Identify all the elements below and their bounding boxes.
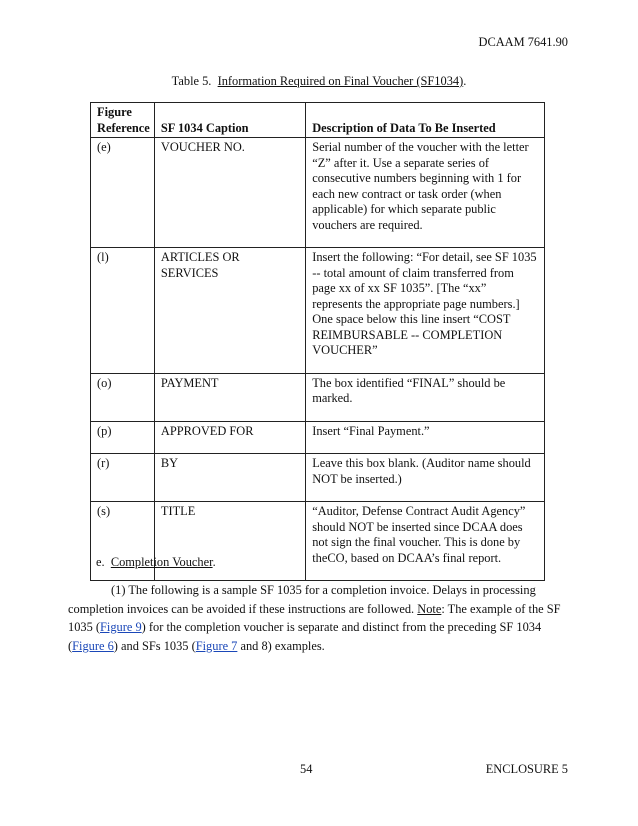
para-text-1: (1) The following is a sample SF 1035 for a completion invoice. Delays in processing completion invoices can be avoided if these instructions are followed. bbox=[68, 583, 536, 616]
row-caption: TITLE bbox=[154, 502, 305, 581]
row-ref: (r) bbox=[91, 454, 155, 502]
note-label: Note bbox=[417, 601, 442, 616]
table-row bbox=[91, 454, 545, 502]
caption-title: Information Required on Final Voucher (SF1034) bbox=[217, 74, 464, 88]
figure-7-link[interactable]: Figure 7 bbox=[195, 638, 238, 653]
row-description: Leave this box blank. (Auditor name should NOT be inserted.) bbox=[306, 454, 545, 502]
figure-6-link[interactable]: Figure 6 bbox=[72, 638, 114, 653]
header-figure-line1: Figure bbox=[97, 105, 132, 119]
table-row bbox=[91, 248, 545, 374]
header-sf1034-caption: SF 1034 Caption bbox=[154, 103, 305, 138]
caption-prefix: Table 5. bbox=[171, 74, 212, 88]
row-ref: (s) bbox=[91, 502, 155, 581]
row-ref: (l) bbox=[91, 248, 155, 374]
row-ref: (o) bbox=[91, 373, 155, 421]
table-row bbox=[91, 138, 545, 248]
header-figure-reference bbox=[91, 103, 155, 138]
para-text-4: ) and SFs 1035 ( bbox=[113, 638, 196, 653]
para-text-3: ) for the completion voucher is separate and distinct from the preceding SF 1034 ( bbox=[68, 620, 542, 653]
figure-9-link[interactable]: Figure 9 bbox=[100, 620, 142, 634]
row-description: Serial number of the voucher with the letter “Z” after it. Use a separate series of consecutive numbers beginning with 1 for each new contract or task order (when applicable) for which separate public vouchers are required. bbox=[306, 138, 545, 248]
section-title: Completion Voucher bbox=[110, 555, 213, 569]
row-description: The box identified “FINAL” should be marked. bbox=[306, 373, 545, 421]
page-number: 54 bbox=[300, 762, 313, 776]
row-ref: (e) bbox=[91, 138, 155, 248]
row-caption: PAYMENT bbox=[154, 373, 305, 421]
row-description: Insert the following: “For detail, see SF 1035 -- total amount of claim transferred from page xx of xx SF 1035”. [The “xx” represents the appropriate page numbers.] One space below this line insert “COST REIMBURSABLE -- COMPLETION VOUCHER” bbox=[306, 248, 545, 374]
table-row bbox=[91, 373, 545, 421]
section-period: . bbox=[212, 555, 216, 569]
table-header-row bbox=[91, 103, 545, 138]
row-caption: ARTICLES OR SERVICES bbox=[154, 248, 305, 374]
caption-period: . bbox=[463, 74, 467, 88]
row-description: Insert “Final Payment.” bbox=[306, 421, 545, 454]
row-description: “Auditor, Defense Contract Audit Agency” should NOT be inserted since DCAA does not sign the final voucher. This is done by theCO, based on DCAA’s final report. bbox=[306, 502, 545, 581]
row-caption: APPROVED FOR bbox=[154, 421, 305, 454]
row-caption: VOUCHER NO. bbox=[154, 138, 305, 248]
document-id: DCAAM 7641.90 bbox=[478, 35, 568, 49]
row-ref: (p) bbox=[91, 421, 155, 454]
header-description: Description of Data To Be Inserted bbox=[306, 103, 545, 138]
section-letter: e. bbox=[96, 555, 105, 569]
section-heading bbox=[96, 555, 216, 570]
voucher-info-table bbox=[90, 102, 545, 581]
row-caption: BY bbox=[154, 454, 305, 502]
table-row bbox=[91, 421, 545, 454]
enclosure-label: ENCLOSURE 5 bbox=[485, 762, 568, 776]
para-text-2: : The example of the SF 1035 ( bbox=[68, 601, 561, 634]
header-figure-line2: Reference bbox=[97, 120, 150, 135]
table-caption bbox=[0, 74, 638, 89]
para-text-5: and 8) examples. bbox=[237, 638, 325, 653]
body-paragraph bbox=[68, 581, 568, 655]
